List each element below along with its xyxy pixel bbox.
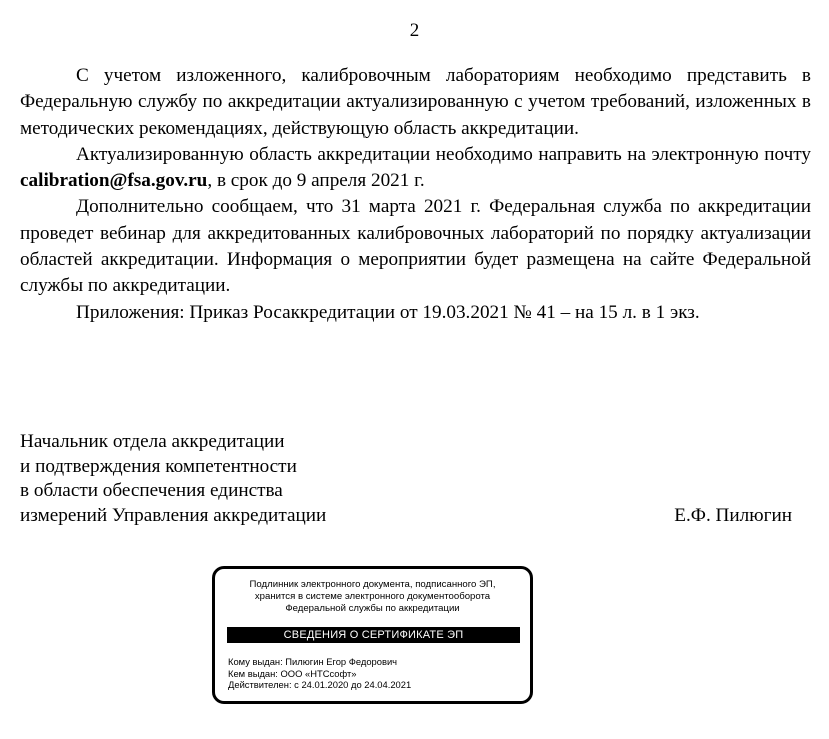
paragraph-webinar-notice: Дополнительно сообщаем, что 31 марта 2021 г. Федеральная служба по аккредитации проведет вебинар для аккредитованных калибровочных лабораторий по порядку актуализации областей аккредитации. Информация о мероприятии будет размещена на сайте Федеральной службы по аккредитации. xyxy=(20,196,811,297)
certificate-details xyxy=(228,656,530,691)
signatory-last-row xyxy=(20,504,792,529)
signatory-title-line-2: и подтверждения компетентности xyxy=(20,455,297,477)
certificate-info-bar: СВЕДЕНИЯ О СЕРТИФИКАТЕ ЭП xyxy=(227,627,520,643)
stamp-header-line-2: хранится в системе электронного документооборота xyxy=(254,591,491,602)
certificate-validity: Действителен: с 24.01.2020 до 24.04.2021 xyxy=(228,679,412,690)
signatory-name: Е.Ф. Пилюгин xyxy=(674,504,792,526)
email-deadline-text-after: , в срок до 9 апреля 2021 г. xyxy=(207,170,425,192)
electronic-signature-stamp xyxy=(212,566,533,704)
signatory-title-line-3: в области обеспечения единства xyxy=(20,480,283,501)
stamp-header xyxy=(215,579,530,615)
paragraph-attachments: Приложения: Приказ Росаккредитации от 19.03.2021 № 41 – на 15 л. в 1 экз. xyxy=(76,301,700,323)
certificate-issued-by: Кем выдан: ООО «НТСсофт» xyxy=(228,667,357,679)
email-deadline-text-before: Актуализированную область аккредитации необходимо направить на электронную почту xyxy=(76,143,811,165)
page-number: 2 xyxy=(409,20,420,41)
signatory-title-line-1: Начальник отдела аккредитации xyxy=(20,431,285,452)
stamp-header-line-1: Подлинник электронного документа, подписанного ЭП, xyxy=(249,579,496,590)
certificate-issued-to: Кому выдан: Пилюгин Егор Федорович xyxy=(228,656,398,667)
signatory-title-line-4: измерений Управления аккредитации xyxy=(20,504,327,526)
stamp-header-line-3: Федеральной службы по аккредитации xyxy=(285,603,460,614)
signature-block xyxy=(20,430,792,528)
paragraph-submission-requirement: С учетом изложенного, калибровочным лабораториям необходимо представить в Федеральную службу по аккредитации актуализированную с учетом требований, изложенных в методических рекомендациях, действующую область аккредитации. xyxy=(20,65,811,139)
paragraph-email-deadline xyxy=(20,142,811,195)
letter-body xyxy=(20,63,811,326)
email-address-link[interactable]: calibration@fsa.gov.ru xyxy=(20,170,208,192)
